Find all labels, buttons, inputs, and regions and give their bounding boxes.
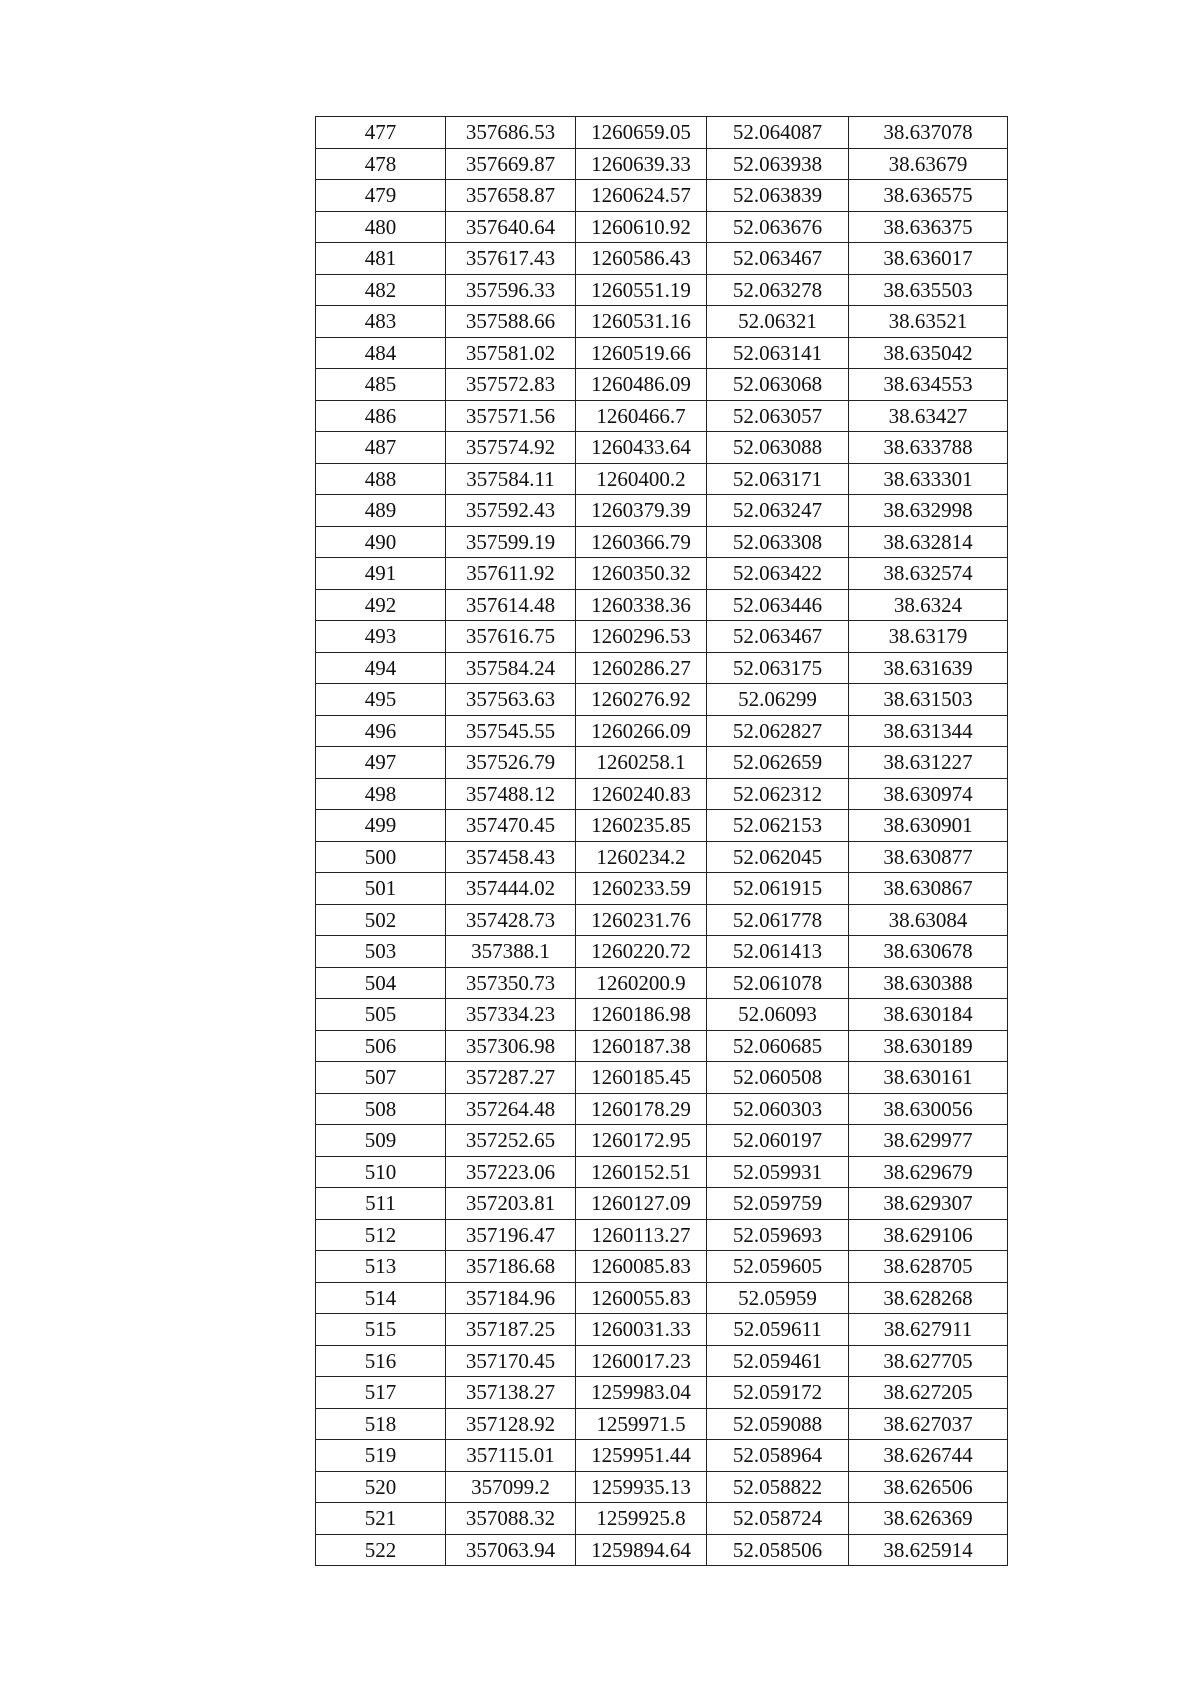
- longitude-cell: 52.059611: [707, 1314, 849, 1346]
- point-number-cell: 477: [316, 117, 446, 149]
- point-number-cell: 488: [316, 463, 446, 495]
- point-number-cell: 510: [316, 1156, 446, 1188]
- x-coordinate-cell: 357545.55: [446, 715, 576, 747]
- table-row: [316, 841, 1008, 873]
- table-row: [316, 778, 1008, 810]
- table-row: [316, 1093, 1008, 1125]
- x-coordinate-cell: 357115.01: [446, 1440, 576, 1472]
- point-number-cell: 521: [316, 1503, 446, 1535]
- longitude-cell: 52.064087: [707, 117, 849, 149]
- latitude-cell: 38.626506: [849, 1471, 1008, 1503]
- table-row: [316, 936, 1008, 968]
- x-coordinate-cell: 357264.48: [446, 1093, 576, 1125]
- x-coordinate-cell: 357444.02: [446, 873, 576, 905]
- longitude-cell: 52.06321: [707, 306, 849, 338]
- longitude-cell: 52.060685: [707, 1030, 849, 1062]
- table-row: [316, 463, 1008, 495]
- y-coordinate-cell: 1259951.44: [576, 1440, 707, 1472]
- latitude-cell: 38.629977: [849, 1125, 1008, 1157]
- table-row: [316, 243, 1008, 275]
- longitude-cell: 52.063676: [707, 211, 849, 243]
- x-coordinate-cell: 357611.92: [446, 558, 576, 590]
- point-number-cell: 500: [316, 841, 446, 873]
- table-row: [316, 1314, 1008, 1346]
- y-coordinate-cell: 1260551.19: [576, 274, 707, 306]
- x-coordinate-cell: 357458.43: [446, 841, 576, 873]
- table-row: [316, 747, 1008, 779]
- latitude-cell: 38.6324: [849, 589, 1008, 621]
- table-row: [316, 1282, 1008, 1314]
- table-row: [316, 1125, 1008, 1157]
- x-coordinate-cell: 357350.73: [446, 967, 576, 999]
- x-coordinate-cell: 357186.68: [446, 1251, 576, 1283]
- longitude-cell: 52.06299: [707, 684, 849, 716]
- latitude-cell: 38.627911: [849, 1314, 1008, 1346]
- longitude-cell: 52.060197: [707, 1125, 849, 1157]
- longitude-cell: 52.062827: [707, 715, 849, 747]
- table-row: [316, 211, 1008, 243]
- longitude-cell: 52.061078: [707, 967, 849, 999]
- longitude-cell: 52.063938: [707, 148, 849, 180]
- longitude-cell: 52.059605: [707, 1251, 849, 1283]
- longitude-cell: 52.058724: [707, 1503, 849, 1535]
- longitude-cell: 52.063467: [707, 243, 849, 275]
- y-coordinate-cell: 1260085.83: [576, 1251, 707, 1283]
- longitude-cell: 52.063171: [707, 463, 849, 495]
- point-number-cell: 494: [316, 652, 446, 684]
- point-number-cell: 478: [316, 148, 446, 180]
- x-coordinate-cell: 357128.92: [446, 1408, 576, 1440]
- latitude-cell: 38.630388: [849, 967, 1008, 999]
- table-row: [316, 1156, 1008, 1188]
- x-coordinate-cell: 357563.63: [446, 684, 576, 716]
- table-row: [316, 873, 1008, 905]
- x-coordinate-cell: 357640.64: [446, 211, 576, 243]
- table-row: [316, 904, 1008, 936]
- coordinates-table-body: [316, 117, 1008, 1566]
- table-row: [316, 652, 1008, 684]
- x-coordinate-cell: 357588.66: [446, 306, 576, 338]
- table-row: [316, 589, 1008, 621]
- longitude-cell: 52.063422: [707, 558, 849, 590]
- latitude-cell: 38.631344: [849, 715, 1008, 747]
- x-coordinate-cell: 357658.87: [446, 180, 576, 212]
- table-row: [316, 1251, 1008, 1283]
- table-row: [316, 337, 1008, 369]
- point-number-cell: 512: [316, 1219, 446, 1251]
- latitude-cell: 38.630974: [849, 778, 1008, 810]
- table-row: [316, 369, 1008, 401]
- y-coordinate-cell: 1260231.76: [576, 904, 707, 936]
- point-number-cell: 497: [316, 747, 446, 779]
- longitude-cell: 52.059088: [707, 1408, 849, 1440]
- point-number-cell: 514: [316, 1282, 446, 1314]
- x-coordinate-cell: 357599.19: [446, 526, 576, 558]
- latitude-cell: 38.626744: [849, 1440, 1008, 1472]
- table-row: [316, 1062, 1008, 1094]
- y-coordinate-cell: 1260234.2: [576, 841, 707, 873]
- x-coordinate-cell: 357334.23: [446, 999, 576, 1031]
- latitude-cell: 38.630161: [849, 1062, 1008, 1094]
- latitude-cell: 38.635503: [849, 274, 1008, 306]
- y-coordinate-cell: 1259894.64: [576, 1534, 707, 1566]
- latitude-cell: 38.631639: [849, 652, 1008, 684]
- point-number-cell: 505: [316, 999, 446, 1031]
- point-number-cell: 513: [316, 1251, 446, 1283]
- point-number-cell: 507: [316, 1062, 446, 1094]
- x-coordinate-cell: 357584.11: [446, 463, 576, 495]
- y-coordinate-cell: 1260286.27: [576, 652, 707, 684]
- latitude-cell: 38.63679: [849, 148, 1008, 180]
- y-coordinate-cell: 1260172.95: [576, 1125, 707, 1157]
- longitude-cell: 52.05959: [707, 1282, 849, 1314]
- longitude-cell: 52.063057: [707, 400, 849, 432]
- y-coordinate-cell: 1259925.8: [576, 1503, 707, 1535]
- x-coordinate-cell: 357526.79: [446, 747, 576, 779]
- y-coordinate-cell: 1259971.5: [576, 1408, 707, 1440]
- x-coordinate-cell: 357669.87: [446, 148, 576, 180]
- x-coordinate-cell: 357138.27: [446, 1377, 576, 1409]
- latitude-cell: 38.630056: [849, 1093, 1008, 1125]
- table-row: [316, 180, 1008, 212]
- latitude-cell: 38.630877: [849, 841, 1008, 873]
- latitude-cell: 38.629307: [849, 1188, 1008, 1220]
- table-row: [316, 621, 1008, 653]
- y-coordinate-cell: 1260466.7: [576, 400, 707, 432]
- point-number-cell: 522: [316, 1534, 446, 1566]
- longitude-cell: 52.061778: [707, 904, 849, 936]
- y-coordinate-cell: 1260266.09: [576, 715, 707, 747]
- longitude-cell: 52.059759: [707, 1188, 849, 1220]
- point-number-cell: 498: [316, 778, 446, 810]
- latitude-cell: 38.634553: [849, 369, 1008, 401]
- point-number-cell: 480: [316, 211, 446, 243]
- x-coordinate-cell: 357063.94: [446, 1534, 576, 1566]
- longitude-cell: 52.061413: [707, 936, 849, 968]
- point-number-cell: 482: [316, 274, 446, 306]
- table-row: [316, 810, 1008, 842]
- latitude-cell: 38.63521: [849, 306, 1008, 338]
- point-number-cell: 491: [316, 558, 446, 590]
- x-coordinate-cell: 357287.27: [446, 1062, 576, 1094]
- latitude-cell: 38.632998: [849, 495, 1008, 527]
- point-number-cell: 508: [316, 1093, 446, 1125]
- y-coordinate-cell: 1260433.64: [576, 432, 707, 464]
- table-row: [316, 432, 1008, 464]
- y-coordinate-cell: 1260350.32: [576, 558, 707, 590]
- x-coordinate-cell: 357614.48: [446, 589, 576, 621]
- x-coordinate-cell: 357470.45: [446, 810, 576, 842]
- y-coordinate-cell: 1260276.92: [576, 684, 707, 716]
- point-number-cell: 506: [316, 1030, 446, 1062]
- point-number-cell: 493: [316, 621, 446, 653]
- point-number-cell: 517: [316, 1377, 446, 1409]
- longitude-cell: 52.058822: [707, 1471, 849, 1503]
- longitude-cell: 52.059172: [707, 1377, 849, 1409]
- y-coordinate-cell: 1260659.05: [576, 117, 707, 149]
- point-number-cell: 501: [316, 873, 446, 905]
- table-row: [316, 495, 1008, 527]
- y-coordinate-cell: 1260235.85: [576, 810, 707, 842]
- y-coordinate-cell: 1260366.79: [576, 526, 707, 558]
- latitude-cell: 38.63084: [849, 904, 1008, 936]
- longitude-cell: 52.063068: [707, 369, 849, 401]
- longitude-cell: 52.062045: [707, 841, 849, 873]
- longitude-cell: 52.060303: [707, 1093, 849, 1125]
- latitude-cell: 38.626369: [849, 1503, 1008, 1535]
- latitude-cell: 38.636017: [849, 243, 1008, 275]
- table-row: [316, 1408, 1008, 1440]
- y-coordinate-cell: 1260127.09: [576, 1188, 707, 1220]
- table-row: [316, 148, 1008, 180]
- longitude-cell: 52.063141: [707, 337, 849, 369]
- table-row: [316, 274, 1008, 306]
- y-coordinate-cell: 1259935.13: [576, 1471, 707, 1503]
- y-coordinate-cell: 1260187.38: [576, 1030, 707, 1062]
- table-row: [316, 1471, 1008, 1503]
- y-coordinate-cell: 1260258.1: [576, 747, 707, 779]
- longitude-cell: 52.059931: [707, 1156, 849, 1188]
- longitude-cell: 52.063088: [707, 432, 849, 464]
- longitude-cell: 52.063308: [707, 526, 849, 558]
- y-coordinate-cell: 1260113.27: [576, 1219, 707, 1251]
- y-coordinate-cell: 1260017.23: [576, 1345, 707, 1377]
- latitude-cell: 38.637078: [849, 117, 1008, 149]
- longitude-cell: 52.06093: [707, 999, 849, 1031]
- table-row: [316, 1219, 1008, 1251]
- x-coordinate-cell: 357592.43: [446, 495, 576, 527]
- longitude-cell: 52.063175: [707, 652, 849, 684]
- y-coordinate-cell: 1260185.45: [576, 1062, 707, 1094]
- y-coordinate-cell: 1260240.83: [576, 778, 707, 810]
- latitude-cell: 38.629679: [849, 1156, 1008, 1188]
- point-number-cell: 483: [316, 306, 446, 338]
- latitude-cell: 38.630678: [849, 936, 1008, 968]
- y-coordinate-cell: 1260624.57: [576, 180, 707, 212]
- point-number-cell: 502: [316, 904, 446, 936]
- table-row: [316, 715, 1008, 747]
- x-coordinate-cell: 357196.47: [446, 1219, 576, 1251]
- y-coordinate-cell: 1260338.36: [576, 589, 707, 621]
- x-coordinate-cell: 357203.81: [446, 1188, 576, 1220]
- x-coordinate-cell: 357686.53: [446, 117, 576, 149]
- latitude-cell: 38.633788: [849, 432, 1008, 464]
- y-coordinate-cell: 1260639.33: [576, 148, 707, 180]
- latitude-cell: 38.628268: [849, 1282, 1008, 1314]
- table-row: [316, 400, 1008, 432]
- table-row: [316, 1030, 1008, 1062]
- longitude-cell: 52.063467: [707, 621, 849, 653]
- y-coordinate-cell: 1259983.04: [576, 1377, 707, 1409]
- point-number-cell: 503: [316, 936, 446, 968]
- latitude-cell: 38.630901: [849, 810, 1008, 842]
- point-number-cell: 485: [316, 369, 446, 401]
- longitude-cell: 52.059461: [707, 1345, 849, 1377]
- y-coordinate-cell: 1260531.16: [576, 306, 707, 338]
- longitude-cell: 52.063247: [707, 495, 849, 527]
- point-number-cell: 496: [316, 715, 446, 747]
- table-row: [316, 1345, 1008, 1377]
- latitude-cell: 38.627705: [849, 1345, 1008, 1377]
- y-coordinate-cell: 1260233.59: [576, 873, 707, 905]
- longitude-cell: 52.062659: [707, 747, 849, 779]
- longitude-cell: 52.060508: [707, 1062, 849, 1094]
- y-coordinate-cell: 1260486.09: [576, 369, 707, 401]
- latitude-cell: 38.63179: [849, 621, 1008, 653]
- longitude-cell: 52.063446: [707, 589, 849, 621]
- latitude-cell: 38.630184: [849, 999, 1008, 1031]
- y-coordinate-cell: 1260220.72: [576, 936, 707, 968]
- y-coordinate-cell: 1260519.66: [576, 337, 707, 369]
- table-row: [316, 1503, 1008, 1535]
- point-number-cell: 479: [316, 180, 446, 212]
- y-coordinate-cell: 1260152.51: [576, 1156, 707, 1188]
- latitude-cell: 38.631503: [849, 684, 1008, 716]
- longitude-cell: 52.059693: [707, 1219, 849, 1251]
- table-row: [316, 999, 1008, 1031]
- point-number-cell: 511: [316, 1188, 446, 1220]
- x-coordinate-cell: 357572.83: [446, 369, 576, 401]
- point-number-cell: 520: [316, 1471, 446, 1503]
- point-number-cell: 490: [316, 526, 446, 558]
- table-row: [316, 1534, 1008, 1566]
- latitude-cell: 38.636375: [849, 211, 1008, 243]
- point-number-cell: 519: [316, 1440, 446, 1472]
- table-row: [316, 117, 1008, 149]
- x-coordinate-cell: 357428.73: [446, 904, 576, 936]
- latitude-cell: 38.632574: [849, 558, 1008, 590]
- table-row: [316, 1440, 1008, 1472]
- point-number-cell: 515: [316, 1314, 446, 1346]
- longitude-cell: 52.058964: [707, 1440, 849, 1472]
- point-number-cell: 487: [316, 432, 446, 464]
- x-coordinate-cell: 357306.98: [446, 1030, 576, 1062]
- x-coordinate-cell: 357616.75: [446, 621, 576, 653]
- latitude-cell: 38.629106: [849, 1219, 1008, 1251]
- x-coordinate-cell: 357184.96: [446, 1282, 576, 1314]
- x-coordinate-cell: 357223.06: [446, 1156, 576, 1188]
- x-coordinate-cell: 357488.12: [446, 778, 576, 810]
- x-coordinate-cell: 357596.33: [446, 274, 576, 306]
- y-coordinate-cell: 1260610.92: [576, 211, 707, 243]
- x-coordinate-cell: 357388.1: [446, 936, 576, 968]
- coordinates-table: [315, 116, 1008, 1566]
- point-number-cell: 499: [316, 810, 446, 842]
- x-coordinate-cell: 357581.02: [446, 337, 576, 369]
- latitude-cell: 38.630867: [849, 873, 1008, 905]
- longitude-cell: 52.063278: [707, 274, 849, 306]
- table-row: [316, 526, 1008, 558]
- y-coordinate-cell: 1260379.39: [576, 495, 707, 527]
- point-number-cell: 509: [316, 1125, 446, 1157]
- point-number-cell: 486: [316, 400, 446, 432]
- x-coordinate-cell: 357088.32: [446, 1503, 576, 1535]
- x-coordinate-cell: 357252.65: [446, 1125, 576, 1157]
- table-row: [316, 684, 1008, 716]
- y-coordinate-cell: 1260178.29: [576, 1093, 707, 1125]
- latitude-cell: 38.636575: [849, 180, 1008, 212]
- y-coordinate-cell: 1260031.33: [576, 1314, 707, 1346]
- y-coordinate-cell: 1260200.9: [576, 967, 707, 999]
- longitude-cell: 52.062312: [707, 778, 849, 810]
- latitude-cell: 38.633301: [849, 463, 1008, 495]
- latitude-cell: 38.627037: [849, 1408, 1008, 1440]
- point-number-cell: 489: [316, 495, 446, 527]
- table-row: [316, 967, 1008, 999]
- longitude-cell: 52.058506: [707, 1534, 849, 1566]
- x-coordinate-cell: 357187.25: [446, 1314, 576, 1346]
- latitude-cell: 38.632814: [849, 526, 1008, 558]
- point-number-cell: 516: [316, 1345, 446, 1377]
- y-coordinate-cell: 1260296.53: [576, 621, 707, 653]
- latitude-cell: 38.630189: [849, 1030, 1008, 1062]
- point-number-cell: 495: [316, 684, 446, 716]
- y-coordinate-cell: 1260586.43: [576, 243, 707, 275]
- y-coordinate-cell: 1260055.83: [576, 1282, 707, 1314]
- latitude-cell: 38.631227: [849, 747, 1008, 779]
- x-coordinate-cell: 357170.45: [446, 1345, 576, 1377]
- point-number-cell: 518: [316, 1408, 446, 1440]
- point-number-cell: 484: [316, 337, 446, 369]
- table-row: [316, 1188, 1008, 1220]
- table-row: [316, 1377, 1008, 1409]
- table-row: [316, 558, 1008, 590]
- table-row: [316, 306, 1008, 338]
- x-coordinate-cell: 357617.43: [446, 243, 576, 275]
- x-coordinate-cell: 357571.56: [446, 400, 576, 432]
- longitude-cell: 52.062153: [707, 810, 849, 842]
- x-coordinate-cell: 357574.92: [446, 432, 576, 464]
- point-number-cell: 492: [316, 589, 446, 621]
- point-number-cell: 504: [316, 967, 446, 999]
- latitude-cell: 38.63427: [849, 400, 1008, 432]
- longitude-cell: 52.061915: [707, 873, 849, 905]
- latitude-cell: 38.627205: [849, 1377, 1008, 1409]
- point-number-cell: 481: [316, 243, 446, 275]
- latitude-cell: 38.628705: [849, 1251, 1008, 1283]
- x-coordinate-cell: 357584.24: [446, 652, 576, 684]
- y-coordinate-cell: 1260400.2: [576, 463, 707, 495]
- x-coordinate-cell: 357099.2: [446, 1471, 576, 1503]
- longitude-cell: 52.063839: [707, 180, 849, 212]
- latitude-cell: 38.635042: [849, 337, 1008, 369]
- y-coordinate-cell: 1260186.98: [576, 999, 707, 1031]
- latitude-cell: 38.625914: [849, 1534, 1008, 1566]
